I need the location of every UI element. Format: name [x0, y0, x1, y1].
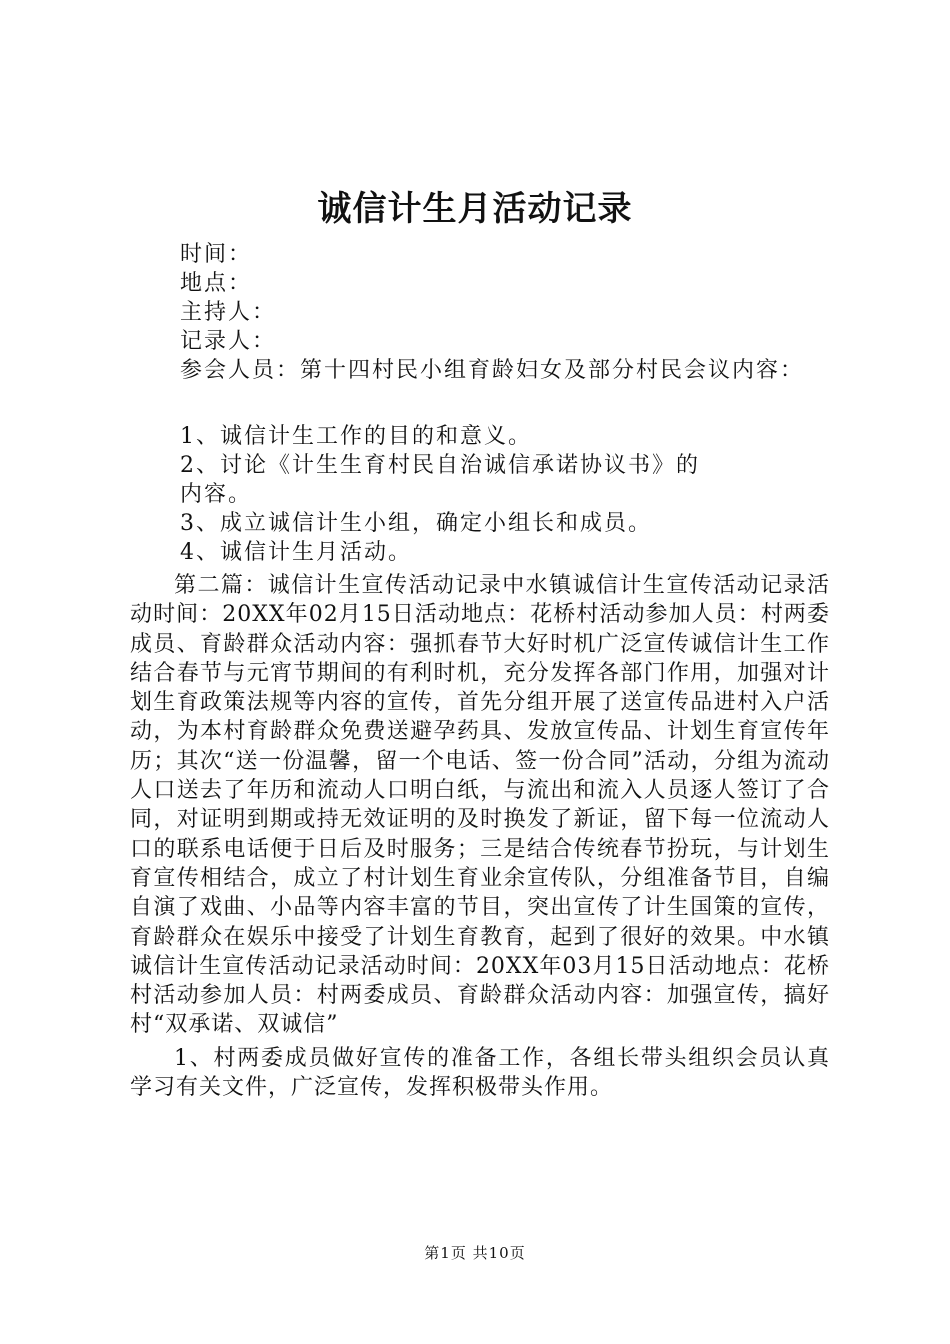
- meta-participants: 参会人员：第十四村民小组育龄妇女及部分村民会议内容：: [180, 358, 805, 383]
- agenda-list: [180, 422, 700, 567]
- agenda-item-4: 4、诚信计生月活动。: [180, 540, 412, 565]
- meta-time: 时间：: [180, 242, 253, 267]
- meta-place: 地点：: [180, 271, 253, 296]
- meta-recorder: 记录人：: [180, 329, 277, 354]
- meeting-meta: [180, 240, 804, 385]
- agenda-item-1: 1、诚信计生工作的目的和意义。: [180, 424, 532, 449]
- document-title: 诚信计生月活动记录: [317, 189, 633, 229]
- agenda-item-2-line-1: 2、讨论《计生生育村民自治诚信承诺协议书》的: [180, 453, 700, 478]
- body-text: [130, 571, 830, 1102]
- page-footer: 第1页 共10页: [424, 1244, 526, 1262]
- agenda-item-3: 3、成立诚信计生小组，确定小组长和成员。: [180, 511, 652, 536]
- agenda-item-2-line-2: 内容。: [180, 482, 253, 507]
- meta-host: 主持人：: [180, 300, 277, 325]
- paragraph-preparation: 1、村两委成员做好宣传的准备工作，各组长带头组织会员认真学习有关文件，广泛宣传，发挥积极带头作用。: [130, 1045, 830, 1101]
- paragraph-second-article: 第二篇：诚信计生宣传活动记录中水镇诚信计生宣传活动记录活动时间：20XX年02月15日活动地点：花桥村活动参加人员：村两委成员、育龄群众活动内容：强抓春节大好时机广泛宣传诚信计生工作结合春节与元宵节期间的有利时机，充分发挥各部门作用，加强对计划生育政策法规等内容的宣传，首先分组开展了送宣传品进村入户活动，为本村育龄群众免费送避孕药具、发放宣传品、计划生育宣传年历；其次“送一份温馨，留一个电话、签一份合同”活动，分组为流动人口送去了年历和流动人口明白纸，与流出和流入人员逐人签订了合同，对证明到期或持无效证明的及时换发了新证，留下每一位流动人口的联系电话便于日后及时服务；三是结合传统春节扮玩，与计划生育宣传相结合，成立了村计划生育业余宣传队，分组准备节目，自编自演了戏曲、小品等内容丰富的节目，突出宣传了计生国策的宣传，育龄群众在娱乐中接受了计划生育教育，起到了很好的效果。中水镇诚信计生宣传活动记录活动时间：20XX年03月15日活动地点：花桥村活动参加人员：村两委成员、育龄群众活动内容：加强宣传，搞好村“双承诺、双诚信”: [130, 573, 830, 1038]
